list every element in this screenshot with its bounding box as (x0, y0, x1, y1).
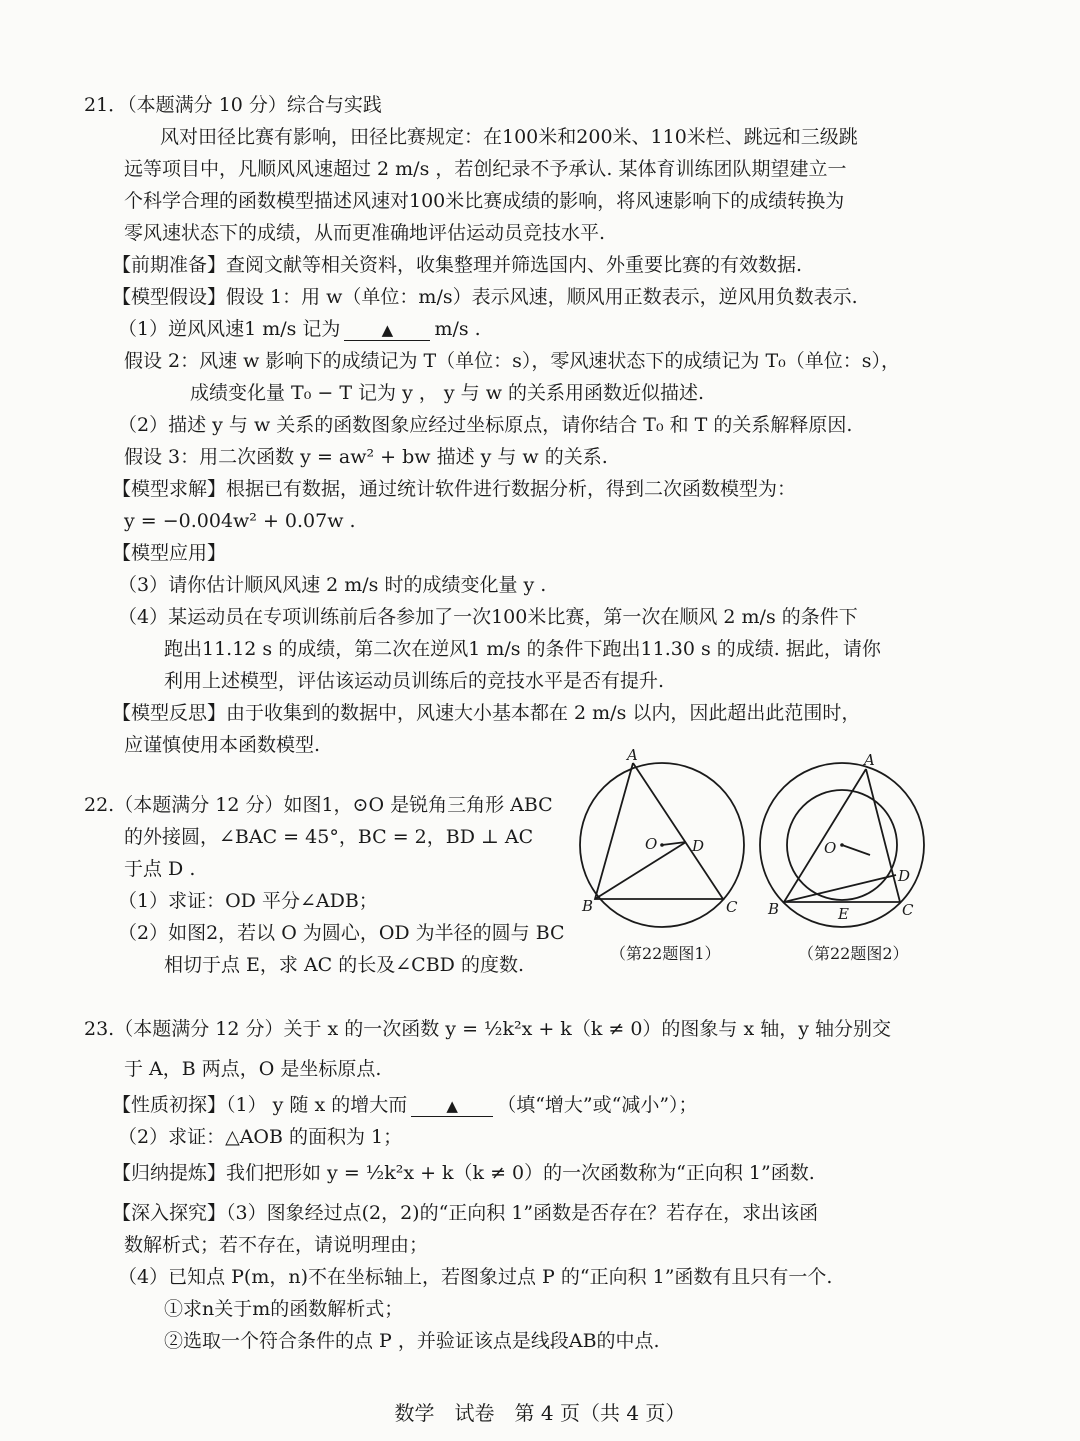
label-e: E (838, 905, 849, 923)
q23-induction: 【归纳提炼】我们把形如 y = ½k²x + k（k ≠ 0）的一次函数称为“正向积 1”函数. (112, 1162, 815, 1184)
segment-od (842, 845, 870, 855)
q22-heading: 22.（本题满分 12 分）如图1，⊙O 是锐角三角形 ABC (84, 794, 553, 816)
center-o (840, 843, 844, 847)
q21-subquestion-3: （3）请你估计顺风风速 2 m/s 时的成绩变化量 y . (118, 574, 547, 596)
q22-subquestion-2-cont: 相切于点 E，求 AC 的长及∠CBD 的度数. (164, 954, 524, 976)
q22-subquestion-2: （2）如图2，若以 O 为圆心，OD 为半径的圆与 BC (118, 922, 565, 944)
q22-line: 的外接圆，∠BAC = 45°，BC = 2，BD ⊥ AC (124, 826, 534, 848)
q21-subquestion-4-cont: 跑出11.12 s 的成绩，第二次在逆风1 m/s 的条件下跑出11.30 s 的成绩. 据此，请你 (164, 638, 881, 660)
q23-q1-text: 【性质初探】（1） y 随 x 的增大而 (112, 1094, 408, 1116)
page-footer: 数学 试卷 第 4 页（共 4 页） (394, 1401, 686, 1425)
label-c: C (726, 898, 738, 916)
label-a: A (864, 751, 875, 769)
label-c: C (902, 901, 914, 919)
q21-paragraph-line: 个科学合理的函数模型描述风速对100米比赛成绩的影响，将风速影响下的成绩转换为 (124, 190, 845, 212)
q23-subquestion-4-part-1: ①求n关于m的函数解析式； (164, 1298, 404, 1320)
answer-blank[interactable]: ▲ (411, 1096, 493, 1117)
segment-bd (784, 875, 896, 902)
q21-heading: 21．（本题满分 10 分）综合与实践 (84, 94, 382, 116)
q22-figure-1 (570, 745, 760, 940)
q21-paragraph-line: 零风速状态下的成绩，从而更准确地评估运动员竞技水平. (124, 222, 606, 244)
q23-subquestion-4: （4）已知点 P(m，n)不在坐标轴上，若图象过点 P 的“正向积 1”函数有且只有一个. (118, 1266, 833, 1288)
label-b: B (768, 900, 780, 918)
label-a: A (627, 746, 638, 764)
label-o: O (645, 835, 658, 853)
q21-assumption-3: 假设 3：用二次函数 y = aw² + bw 描述 y 与 w 的关系. (124, 446, 608, 468)
q21-reflection: 【模型反思】由于收集到的数据中，风速大小基本都在 2 m/s 以内，因此超出此范围时， (112, 702, 861, 724)
q22-line: 于点 D . (124, 858, 196, 880)
q21-q1-unit: m/s . (434, 318, 481, 340)
q21-q1-text: （1）逆风风速1 m/s 记为 (118, 318, 341, 340)
q21-assumption-2-cont: 成绩变化量 T₀ − T 记为 y ， y 与 w 的关系用函数近似描述. (190, 382, 705, 404)
q21-reflection-cont: 应谨慎使用本函数模型. (124, 734, 321, 756)
q23-subquestion-4-part-2: ②选取一个符合条件的点 P ，并验证该点是线段AB的中点. (164, 1330, 660, 1352)
triangle-abc (595, 763, 723, 899)
q21-paragraph-line: 远等项目中，凡顺风风速超过 2 m/s ，若创纪录不予承认. 某体育训练团队期望建立一 (124, 158, 847, 180)
q21-assumption-1: 【模型假设】假设 1：用 w（单位：m/s）表示风速，顺风用正数表示，逆风用负数表示. (112, 286, 858, 308)
q23-subquestion-1 (112, 1092, 698, 1118)
label-b: B (582, 897, 594, 915)
q21-preparation: 【前期准备】查阅文献等相关资料，收集整理并筛选国内、外重要比赛的有效数据. (112, 254, 803, 276)
q21-paragraph-line: 风对田径比赛有影响，田径比赛规定：在100米和200米、110米栏、跳远和三级跳 (160, 126, 858, 148)
q21-subquestion-2: （2）描述 y 与 w 关系的函数图象应经过坐标原点，请你结合 T₀ 和 T 的关系解释原因. (118, 414, 853, 436)
answer-blank[interactable]: ▲ (344, 320, 430, 341)
q21-subquestion-4-cont: 利用上述模型，评估该运动员训练后的竞技水平是否有提升. (164, 670, 665, 692)
label-o: O (824, 839, 837, 857)
q21-model-formula: y = −0.004w² + 0.07w . (124, 510, 356, 532)
q23-q1-hint: （填“增大”或“减小”）； (497, 1094, 698, 1116)
q22-figure-1-caption: （第22题图1） (610, 944, 721, 963)
q23-subquestion-2: （2）求证：△AOB 的面积为 1； (118, 1126, 403, 1148)
q21-model-apply: 【模型应用】 (112, 542, 227, 564)
q23-subquestion-3-cont: 数解析式；若不存在，请说明理由； (124, 1234, 429, 1256)
q21-subquestion-4: （4）某运动员在专项训练前后各参加了一次100米比赛，第一次在顺风 2 m/s 的条件下 (118, 606, 858, 628)
q23-subquestion-3: 【深入探究】（3）图象经过点(2，2)的“正向积 1”函数是否存在？若存在，求出该函 (112, 1202, 819, 1224)
q23-heading: 23.（本题满分 12 分）关于 x 的一次函数 y = ½k²x + k（k ≠ 0）的图象与 x 轴，y 轴分别交 (84, 1018, 891, 1040)
q23-line: 于 A，B 两点，O 是坐标原点. (124, 1058, 382, 1080)
q21-subquestion-1 (118, 316, 481, 342)
q22-figure-2 (758, 745, 948, 940)
q22-subquestion-1: （1）求证：OD 平分∠ADB； (118, 890, 378, 912)
label-d: D (692, 837, 705, 855)
center-o (660, 843, 664, 847)
q21-model-solve: 【模型求解】根据已有数据，通过统计软件进行数据分析，得到二次函数模型为： (112, 478, 797, 500)
q22-figure-2-caption: （第22题图2） (798, 944, 909, 963)
label-d: D (898, 867, 911, 885)
q21-assumption-2: 假设 2：风速 w 影响下的成绩记为 T（单位：s），零风速状态下的成绩记为 T₀（单位：s）， (124, 350, 901, 372)
